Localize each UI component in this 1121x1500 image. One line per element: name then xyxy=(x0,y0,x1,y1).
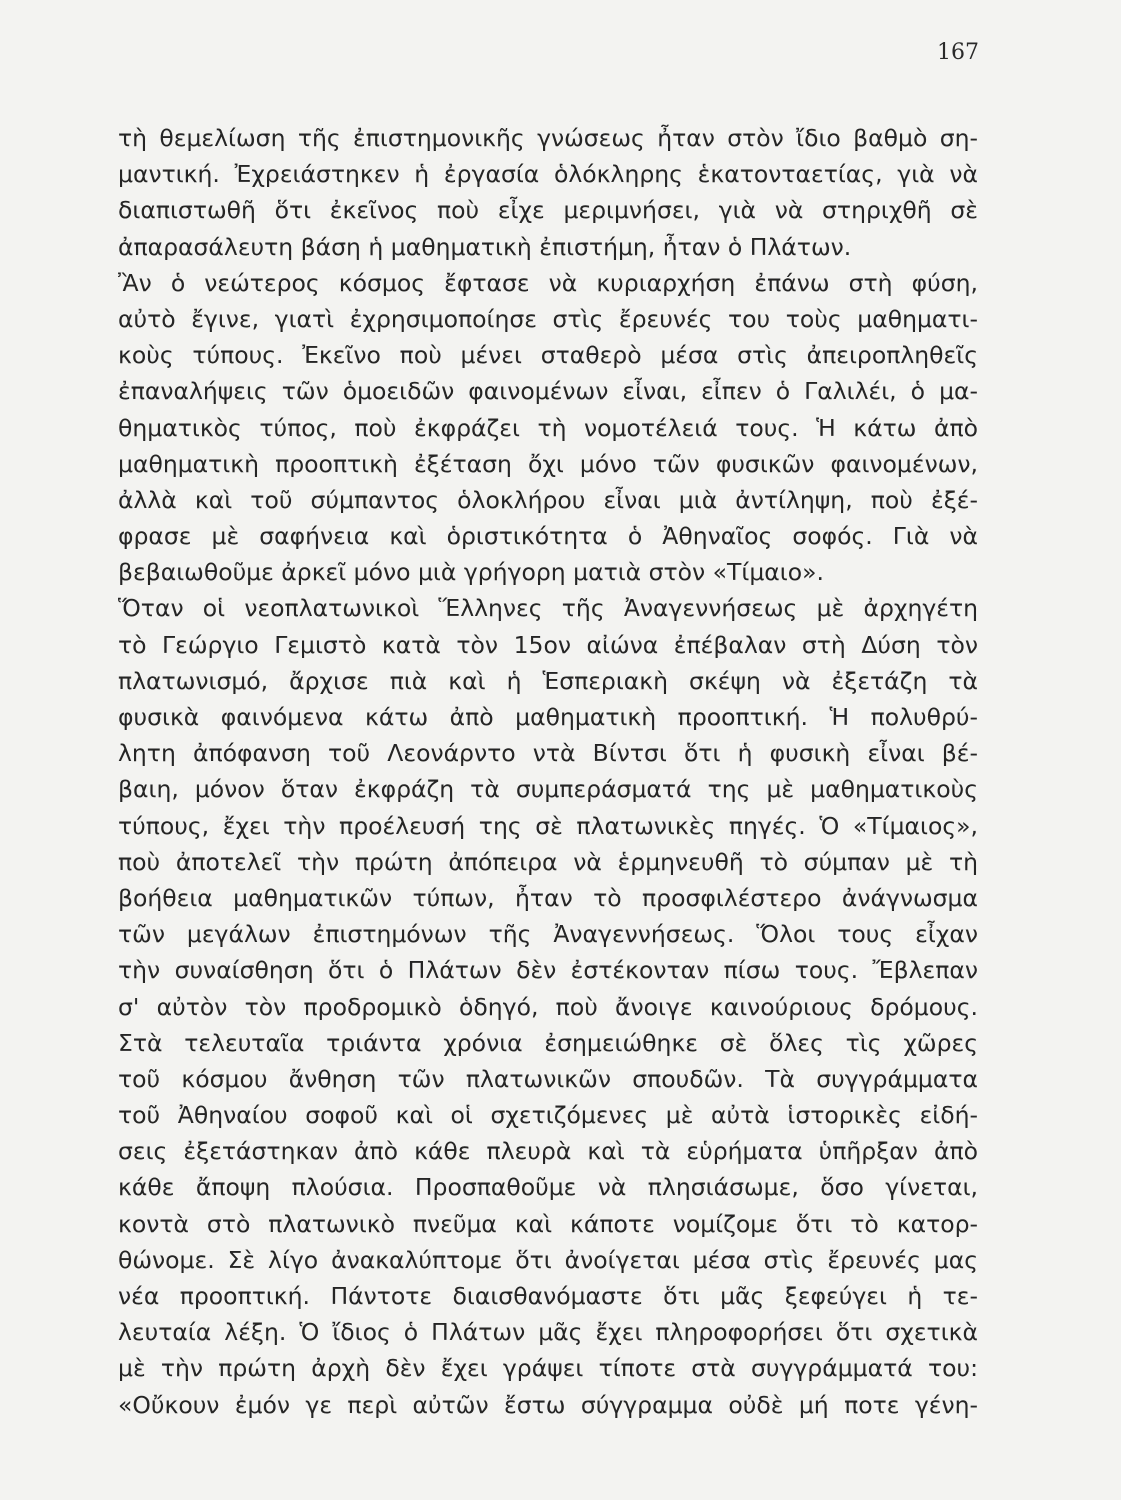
text-line: τοῦ Ἀθηναίου σοφοῦ καὶ οἱ σχετιζόμενες μὲ αὐτὰ ἱστορικὲς εἰδή- xyxy=(118,1101,978,1130)
text-line: βεβαιωθοῦμε ἀρκεῖ μόνο μιὰ γρήγορη ματιὰ στὸν «Τίμαιο». xyxy=(118,558,824,587)
text-line: λευταία λέξη. Ὁ ἴδιος ὁ Πλάτων μᾶς ἔχει πληροφορήσει ὅτι σχετικὰ xyxy=(118,1318,978,1347)
text-line: φρασε μὲ σαφήνεια καὶ ὁριστικότητα ὁ Ἀθηναῖος σοφός. Γιὰ νὰ xyxy=(118,522,978,551)
text-line: «Οὔκουν ἐμόν γε περὶ αὐτῶν ἔστω σύγγραμμα οὐδὲ μή ποτε γένη- xyxy=(118,1390,978,1419)
text-line: θηματικὸς τύπος, ποὺ ἐκφράζει τὴ νομοτέλειά τους. Ἡ κάτω ἀπὸ xyxy=(118,413,978,442)
text-line: ἀπαρασάλευτη βάση ἡ μαθηματικὴ ἐπιστήμη, ἦταν ὁ Πλάτων. xyxy=(118,232,852,261)
text-line: τὴν συναίσθηση ὅτι ὁ Πλάτων δὲν ἐστέκονταν πίσω τους. Ἔβλεπαν xyxy=(118,956,978,985)
text-line: σεις ἐξετάστηκαν ἀπὸ κάθε πλευρὰ καὶ τὰ εὑρήματα ὑπῆρξαν ἀπὸ xyxy=(118,1137,978,1166)
text-line: μαθηματικὴ προοπτικὴ ἐξέταση ὄχι μόνο τῶν φυσικῶν φαινομένων, xyxy=(118,449,978,478)
text-line: τὴ θεμελίωση τῆς ἐπιστημονικῆς γνώσεως ἦταν στὸν ἴδιο βαθμὸ ση- xyxy=(118,124,978,152)
text-line: διαπιστωθῆ ὅτι ἐκεῖνος ποὺ εἶχε μεριμνήσει, γιὰ νὰ στηριχθῆ σὲ xyxy=(118,196,978,225)
text-line: Ἂν ὁ νεώτερος κόσμος ἔφτασε νὰ κυριαρχήση ἐπάνω στὴ φύση, xyxy=(118,268,978,297)
text-line: βοήθεια μαθηματικῶν τύπων, ἦταν τὸ προσφιλέστερο ἀνάγνωσμα xyxy=(118,883,978,912)
text-line: Ὅταν οἱ νεοπλατωνικοὶ Ἕλληνες τῆς Ἀναγεννήσεως μὲ ἀρχηγέτη xyxy=(118,594,978,623)
text-line: ἐπαναλήψεις τῶν ὁμοειδῶν φαινομένων εἶναι, εἶπεν ὁ Γαλιλέι, ὁ μα- xyxy=(118,377,978,406)
text-line xyxy=(118,1423,978,1459)
text-line: ἀλλὰ καὶ τοῦ σύμπαντος ὁλοκλήρου εἶναι μιὰ ἀντίληψη, ποὺ ἐξέ- xyxy=(118,485,978,514)
text-line: πλατωνισμό, ἄρχισε πιὰ καὶ ἡ Ἑσπεριακὴ σκέψη νὰ ἐξετάζη τὰ xyxy=(118,666,978,695)
text-line: θώνομε. Σὲ λίγο ἀνακαλύπτομε ὅτι ἀνοίγεται μέσα στὶς ἔρευνές μας xyxy=(118,1245,978,1274)
text-line: Στὰ τελευταῖα τριάντα χρόνια ἐσημειώθηκε σὲ ὅλες τὶς χῶρες xyxy=(118,1028,978,1057)
page-number: 167 xyxy=(937,40,979,65)
text-line: κοντὰ στὸ πλατωνικὸ πνεῦμα καὶ κάποτε νομίζομε ὅτι τὸ κατορ- xyxy=(118,1209,978,1238)
text-line: μὲ τὴν πρώτη ἀρχὴ δὲν ἔχει γράψει τίποτε στὰ συγγράμματά του: xyxy=(118,1354,978,1383)
text-line: κάθε ἄποψη πλούσια. Προσπαθοῦμε νὰ πλησιάσωμε, ὅσο γίνεται, xyxy=(118,1173,978,1202)
text-line: σ' αὐτὸν τὸν προδρομικὸ ὁδηγό, ποὺ ἄνοιγε καινούριους δρόμους. xyxy=(118,992,978,1021)
text-line: νέα προοπτική. Πάντοτε διαισθανόμαστε ὅτι μᾶς ξεφεύγει ἡ τε- xyxy=(118,1282,978,1310)
text-line: μαντική. Ἐχρειάστηκεν ἡ ἐργασία ὁλόκληρης ἑκατονταετίας, γιὰ νὰ xyxy=(118,160,978,189)
text-line: τῶν μεγάλων ἐπιστημόνων τῆς Ἀναγεννήσεως. Ὅλοι τους εἶχαν xyxy=(118,920,978,949)
text-line: τοῦ κόσμου ἄνθηση τῶν πλατωνικῶν σπουδῶν. Τὰ συγγράμματα xyxy=(118,1064,978,1093)
text-line: ποὺ ἀποτελεῖ τὴν πρώτη ἀπόπειρα νὰ ἑρμηνευθῆ τὸ σύμπαν μὲ τὴ xyxy=(118,847,978,876)
text-line: τύπους, ἔχει τὴν προέλευσή της σὲ πλατωνικὲς πηγές. Ὁ «Τίμαιος», xyxy=(118,811,978,840)
text-line: αὐτὸ ἔγινε, γιατὶ ἐχρησιμοποίησε στὶς ἔρευνές του τοὺς μαθηματι- xyxy=(118,304,978,333)
text-line: βαιη, μόνον ὅταν ἐκφράζη τὰ συμπεράσματά της μὲ μαθηματικοὺς xyxy=(118,775,978,804)
text-line: τὸ Γεώργιο Γεμιστὸ κατὰ τὸν 15ον αἰώνα ἐπέβαλαν στὴ Δύση τὸν xyxy=(118,630,978,659)
body-text xyxy=(118,120,978,1459)
text-line: λητη ἀπόφανση τοῦ Λεονάρντο ντὰ Βίντσι ὅτι ἡ φυσικὴ εἶναι βέ- xyxy=(118,739,978,768)
text-line: φυσικὰ φαινόμενα κάτω ἀπὸ μαθηματικὴ προοπτική. Ἡ πολυθρύ- xyxy=(118,703,978,731)
text-line: κοὺς τύπους. Ἐκεῖνο ποὺ μένει σταθερὸ μέσα στὶς ἀπειροπληθεῖς xyxy=(118,341,978,370)
